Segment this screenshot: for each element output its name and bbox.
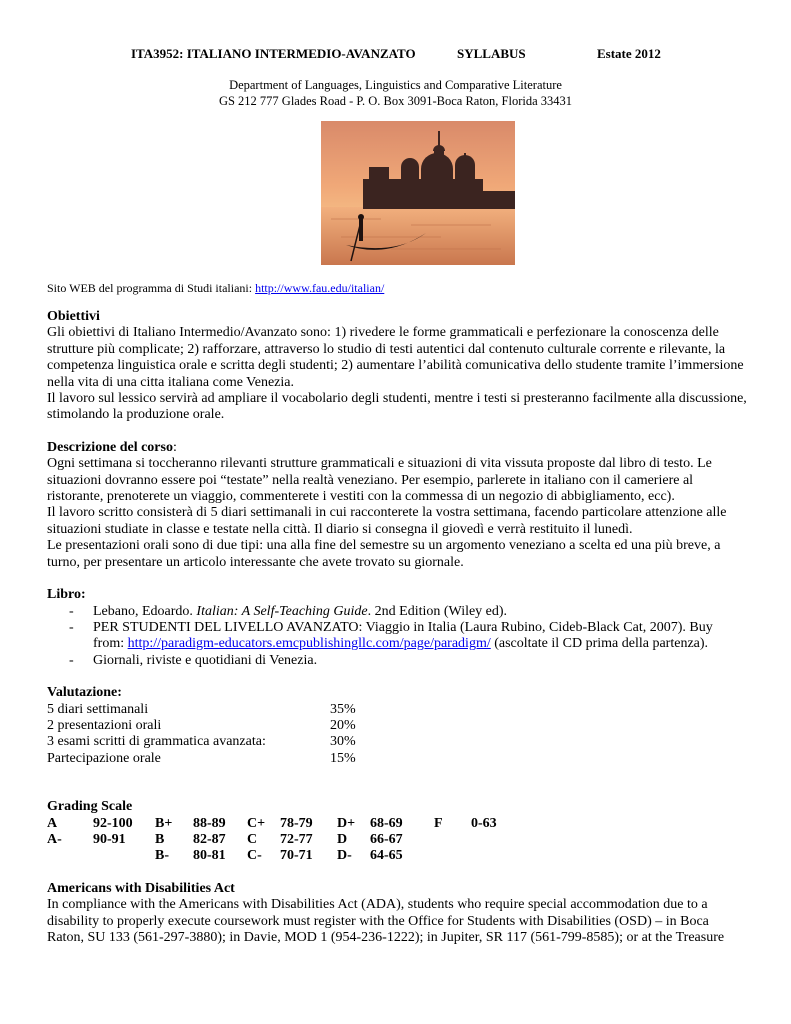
program-website-line — [47, 281, 384, 296]
course-title: ITA3952: ITALIANO INTERMEDIO-AVANZATO — [131, 46, 416, 61]
syllabus-body — [47, 309, 747, 946]
document-type: SYLLABUS — [457, 46, 526, 61]
ada-paragraph: In compliance with the Americans with Disabilities Act (ADA), students who require special accommodation due to a disability to properly execute coursework must register with the Office for Students with Disabilities (OSD) – in Boca Raton, SU 133 (561-297-3880); in Davie, MOD 1 (954-236-1222); in Jupiter, SR 117 (561-799-8585); or at the Treasure — [47, 897, 725, 945]
textbook-title: Italian: A Self-Teaching Guide — [196, 603, 368, 619]
list-item: - Lebano, Edoardo. Italian: A Self-Teaching Guide. 2nd Edition (Wiley ed). — [69, 603, 508, 619]
evaluation-row: 3 esami scritti di grammatica avanzata: 30% — [47, 734, 356, 750]
program-website-link[interactable]: http://www.fau.edu/italian/ — [255, 281, 385, 295]
ada-heading: Americans with Disabilities Act — [47, 880, 235, 896]
term: Estate 2012 — [597, 46, 661, 61]
objectives-paragraph-1: Gli obiettivi di Italiano Intermedio/Avanzato sono: 1) rivedere le forme grammaticali e perfezionare la conoscenza delle strutture più complicate; 2) rafforzare, attraverso lo studio di testi autentici dal contenuto culturale corrente e rilevante, la competenza linguistica orale e scritta degli studenti; 2) aumentare l’abilità comunicativa dello studente tramite l’immersione nella vita di una citta italiana come Venezia. — [47, 325, 744, 390]
books-heading: Libro: — [47, 587, 86, 603]
description-paragraph-3: Le presentazioni orali sono di due tipi: una alla fine del semestre su un argomento veneziano a scelta ed una più breve, a turno, per presentare un articolo interessante che avete trovato su giornale. — [47, 538, 721, 570]
list-item: - Giornali, riviste e quotidiani di Venezia. — [69, 652, 318, 668]
evaluation-row: 2 presentazioni orali 20% — [47, 717, 356, 733]
evaluation-row: Partecipazione orale 15% — [47, 750, 356, 766]
document-header — [0, 46, 791, 64]
evaluation-heading: Valutazione: — [47, 685, 122, 701]
books-list — [47, 604, 747, 670]
course-description-heading: Descrizione del corso — [47, 439, 173, 455]
description-paragraph-2: Il lavoro scritto consisterà di 5 diari settimanali in cui racconterete la vostra settimana, facendo particolare attenzione alle situazioni studiate in classe e testate nella città. Il diario si consegna il giovedì e verrà restituito il lunedì. — [47, 505, 727, 537]
table-row: A- 90-91 B 82-87 C 72-77 D 66-67 — [47, 831, 403, 847]
department-address: GS 212 777 Glades Road - P. O. Box 3091-Boca Raton, Florida 33431 — [218, 94, 573, 108]
department-name: Department of Languages, Linguistics and Comparative Literature — [229, 78, 562, 92]
list-item: - PER STUDENTI DEL LIVELLO AVANZATO: Viaggio in Italia (Laura Rubino, Cideb-Black Cat, 2007). Buy from: http://paradigm-educators.emcpublishingllc.com/page/paradigm/ (ascoltate il CD prima della partenza). — [69, 619, 713, 652]
evaluation-row: 5 diari settimanali 35% — [47, 701, 356, 717]
grading-scale-heading: Grading Scale — [47, 799, 133, 815]
publisher-link[interactable]: http://paradigm-educators.emcpublishingllc.com/page/paradigm/ — [127, 636, 491, 652]
table-row: B- 80-81 C- 70-71 D- 64-65 — [155, 848, 403, 864]
objectives-heading: Obiettivi — [47, 309, 100, 324]
objectives-paragraph-2: Il lavoro sul lessico servirà ad ampliare il vocabolario degli studenti, mentre i testi si presteranno facilmente alla discussione, stimolando la produzione orale. — [47, 391, 747, 423]
department-block — [0, 77, 791, 109]
course-description-heading-line: Descrizione del corso: — [47, 439, 177, 455]
description-paragraph-1: Ogni settimana si toccheranno rilevanti strutture grammaticali e situazioni di vita vissuta proposte dal libro di testo. Le situazioni dovranno essere poi “testate” nella realtà veneziano. Per esempio, parlerete in italiano con il cameriere al ristorante, prenoterete un viaggio, commenterete i vestiti con la commessa di un negozio di abbigliamento, ecc). — [47, 456, 712, 505]
table-row: A 92-100 B+ 88-89 C+ 78-79 D+ 68-69 F 0-63 — [47, 815, 497, 831]
website-label: Sito WEB del programma di Studi italiani: — [47, 281, 256, 295]
grading-scale-table — [47, 816, 511, 865]
venice-gondola-photo — [321, 121, 515, 265]
